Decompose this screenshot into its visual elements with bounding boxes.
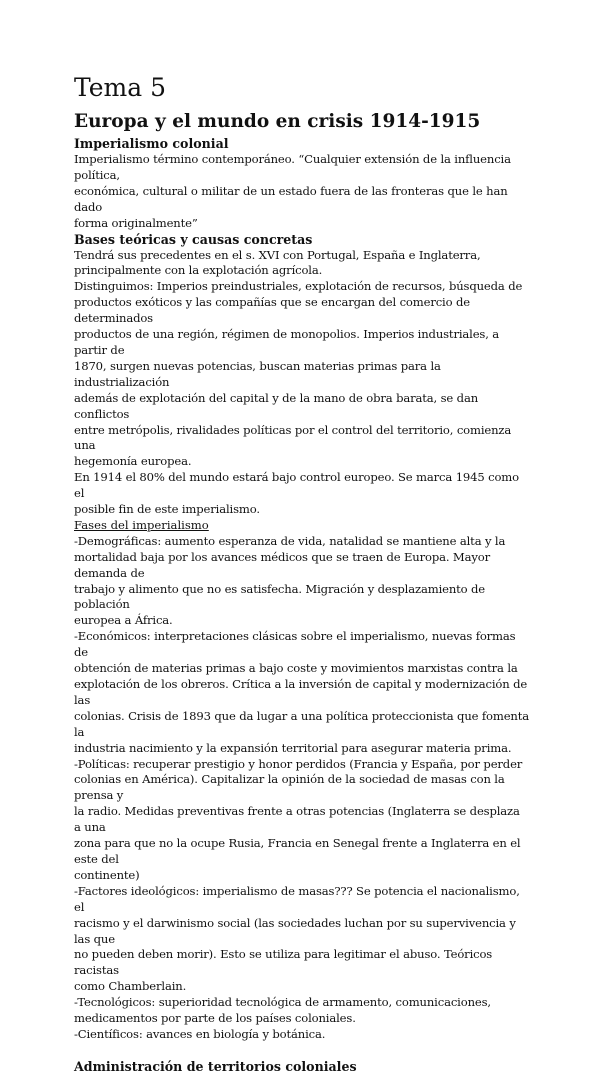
text-line: -Económicos: interpretaciones clásicas sobre el imperialismo, nuevas formas de	[74, 629, 516, 660]
text-line: -Factores ideológicos: imperialismo de masas??? Se potencia el nacionalismo, el	[74, 883, 520, 914]
section-heading-administracion: Administración de territorios coloniales	[74, 1058, 357, 1074]
text-line: la radio. Medidas preventivas frente a otras potencias (Inglaterra se desplaza a una	[74, 804, 520, 835]
section-body-fases	[74, 534, 530, 1043]
text-line: -Políticas: recuperar prestigio y honor perdidos (Francia y España, por perder	[74, 756, 523, 771]
text-line: industria nacimiento y la expansión territorial para asegurar materia prima.	[74, 740, 512, 755]
text-line: 1870, surgen nuevas potencias, buscan materias primas para la industrialización	[74, 358, 441, 389]
chapter-title: Tema 5	[74, 73, 166, 102]
text-line: obtención de materias primas a bajo coste y movimientos marxistas contra la	[74, 661, 518, 676]
text-line: forma originalmente”	[74, 215, 198, 230]
section-body-imperialismo	[74, 152, 530, 232]
text-line: mortalidad baja por los avances médicos que se traen de Europa. Mayor demanda de	[74, 549, 491, 580]
section-heading-imperialismo: Imperialismo colonial	[74, 136, 229, 151]
text-line: productos exóticos y las compañías que se encargan del comercio de determinados	[74, 295, 470, 326]
text-line: -Tecnológicos: superioridad tecnológica de armamento, comunicaciones,	[74, 995, 491, 1010]
text-line: medicamentos por parte de los países coloniales.	[74, 1011, 356, 1026]
text-line: posible fin de este imperialismo.	[74, 502, 260, 517]
text-line: productos de una región, régimen de monopolios. Imperios industriales, a partir de	[74, 327, 500, 357]
text-line: colonias. Crisis de 1893 que da lugar a una política proteccionista que fomenta la	[74, 708, 530, 739]
text-line: Distinguimos: Imperios preindustriales, explotación de recursos, búsqueda de	[74, 279, 523, 294]
text-line: europea a África.	[74, 613, 173, 628]
text-line: racismo y el darwinismo social (las sociedades luchan por su supervivencia y las que	[74, 915, 516, 946]
text-line: colonias en América). Capitalizar la opinión de la sociedad de masas con la prensa y	[74, 772, 505, 803]
text-line: Tendrá sus precedentes en el s. XVI con Portugal, España e Inglaterra,	[74, 247, 481, 262]
text-line: principalmente con la explotación agrícola.	[74, 263, 323, 278]
text-line: trabajo y alimento que no es satisfecha. Migración y desplazamiento de población	[74, 581, 486, 612]
text-line: explotación de los obreros. Crítica a la inversión de capital y modernización de las	[74, 677, 528, 707]
section-body-bases	[74, 248, 530, 518]
text-line: económica, cultural o militar de un estado fuera de las fronteras que le han dado	[74, 183, 508, 214]
spacer	[74, 1043, 530, 1059]
section-heading-fases: Fases del imperialismo	[74, 517, 209, 532]
text-line: continente)	[74, 867, 140, 882]
text-line: como Chamberlain.	[74, 979, 187, 994]
text-line: además de explotación del capital y de la mano de obra barata, se dan conflictos	[74, 390, 479, 421]
text-line: En 1914 el 80% del mundo estará bajo control europeo. Se marca 1945 como el	[74, 470, 519, 501]
text-line: zona para que no la ocupe Rusia, Francia en Senegal frente a Inglaterra en el este del	[74, 836, 521, 866]
text-line: entre metrópolis, rivalidades políticas por el control del territorio, comienza una	[74, 422, 512, 453]
text-line: -Científicos: avances en biología y botánica.	[74, 1026, 326, 1041]
text-line: -Demográficas: aumento esperanza de vida, natalidad se mantiene alta y la	[74, 533, 506, 548]
text-line: Imperialismo término contemporáneo. “Cualquier extensión de la influencia política,	[74, 152, 511, 182]
text-line: no pueden deben morir). Esto se utiliza para legitimar el abuso. Teóricos racistas	[74, 947, 493, 978]
section-heading-bases: Bases teóricas y causas concretas	[74, 231, 313, 247]
text-line: hegemonía europea.	[74, 454, 192, 469]
document-title: Europa y el mundo en crisis 1914-1915	[74, 111, 481, 132]
